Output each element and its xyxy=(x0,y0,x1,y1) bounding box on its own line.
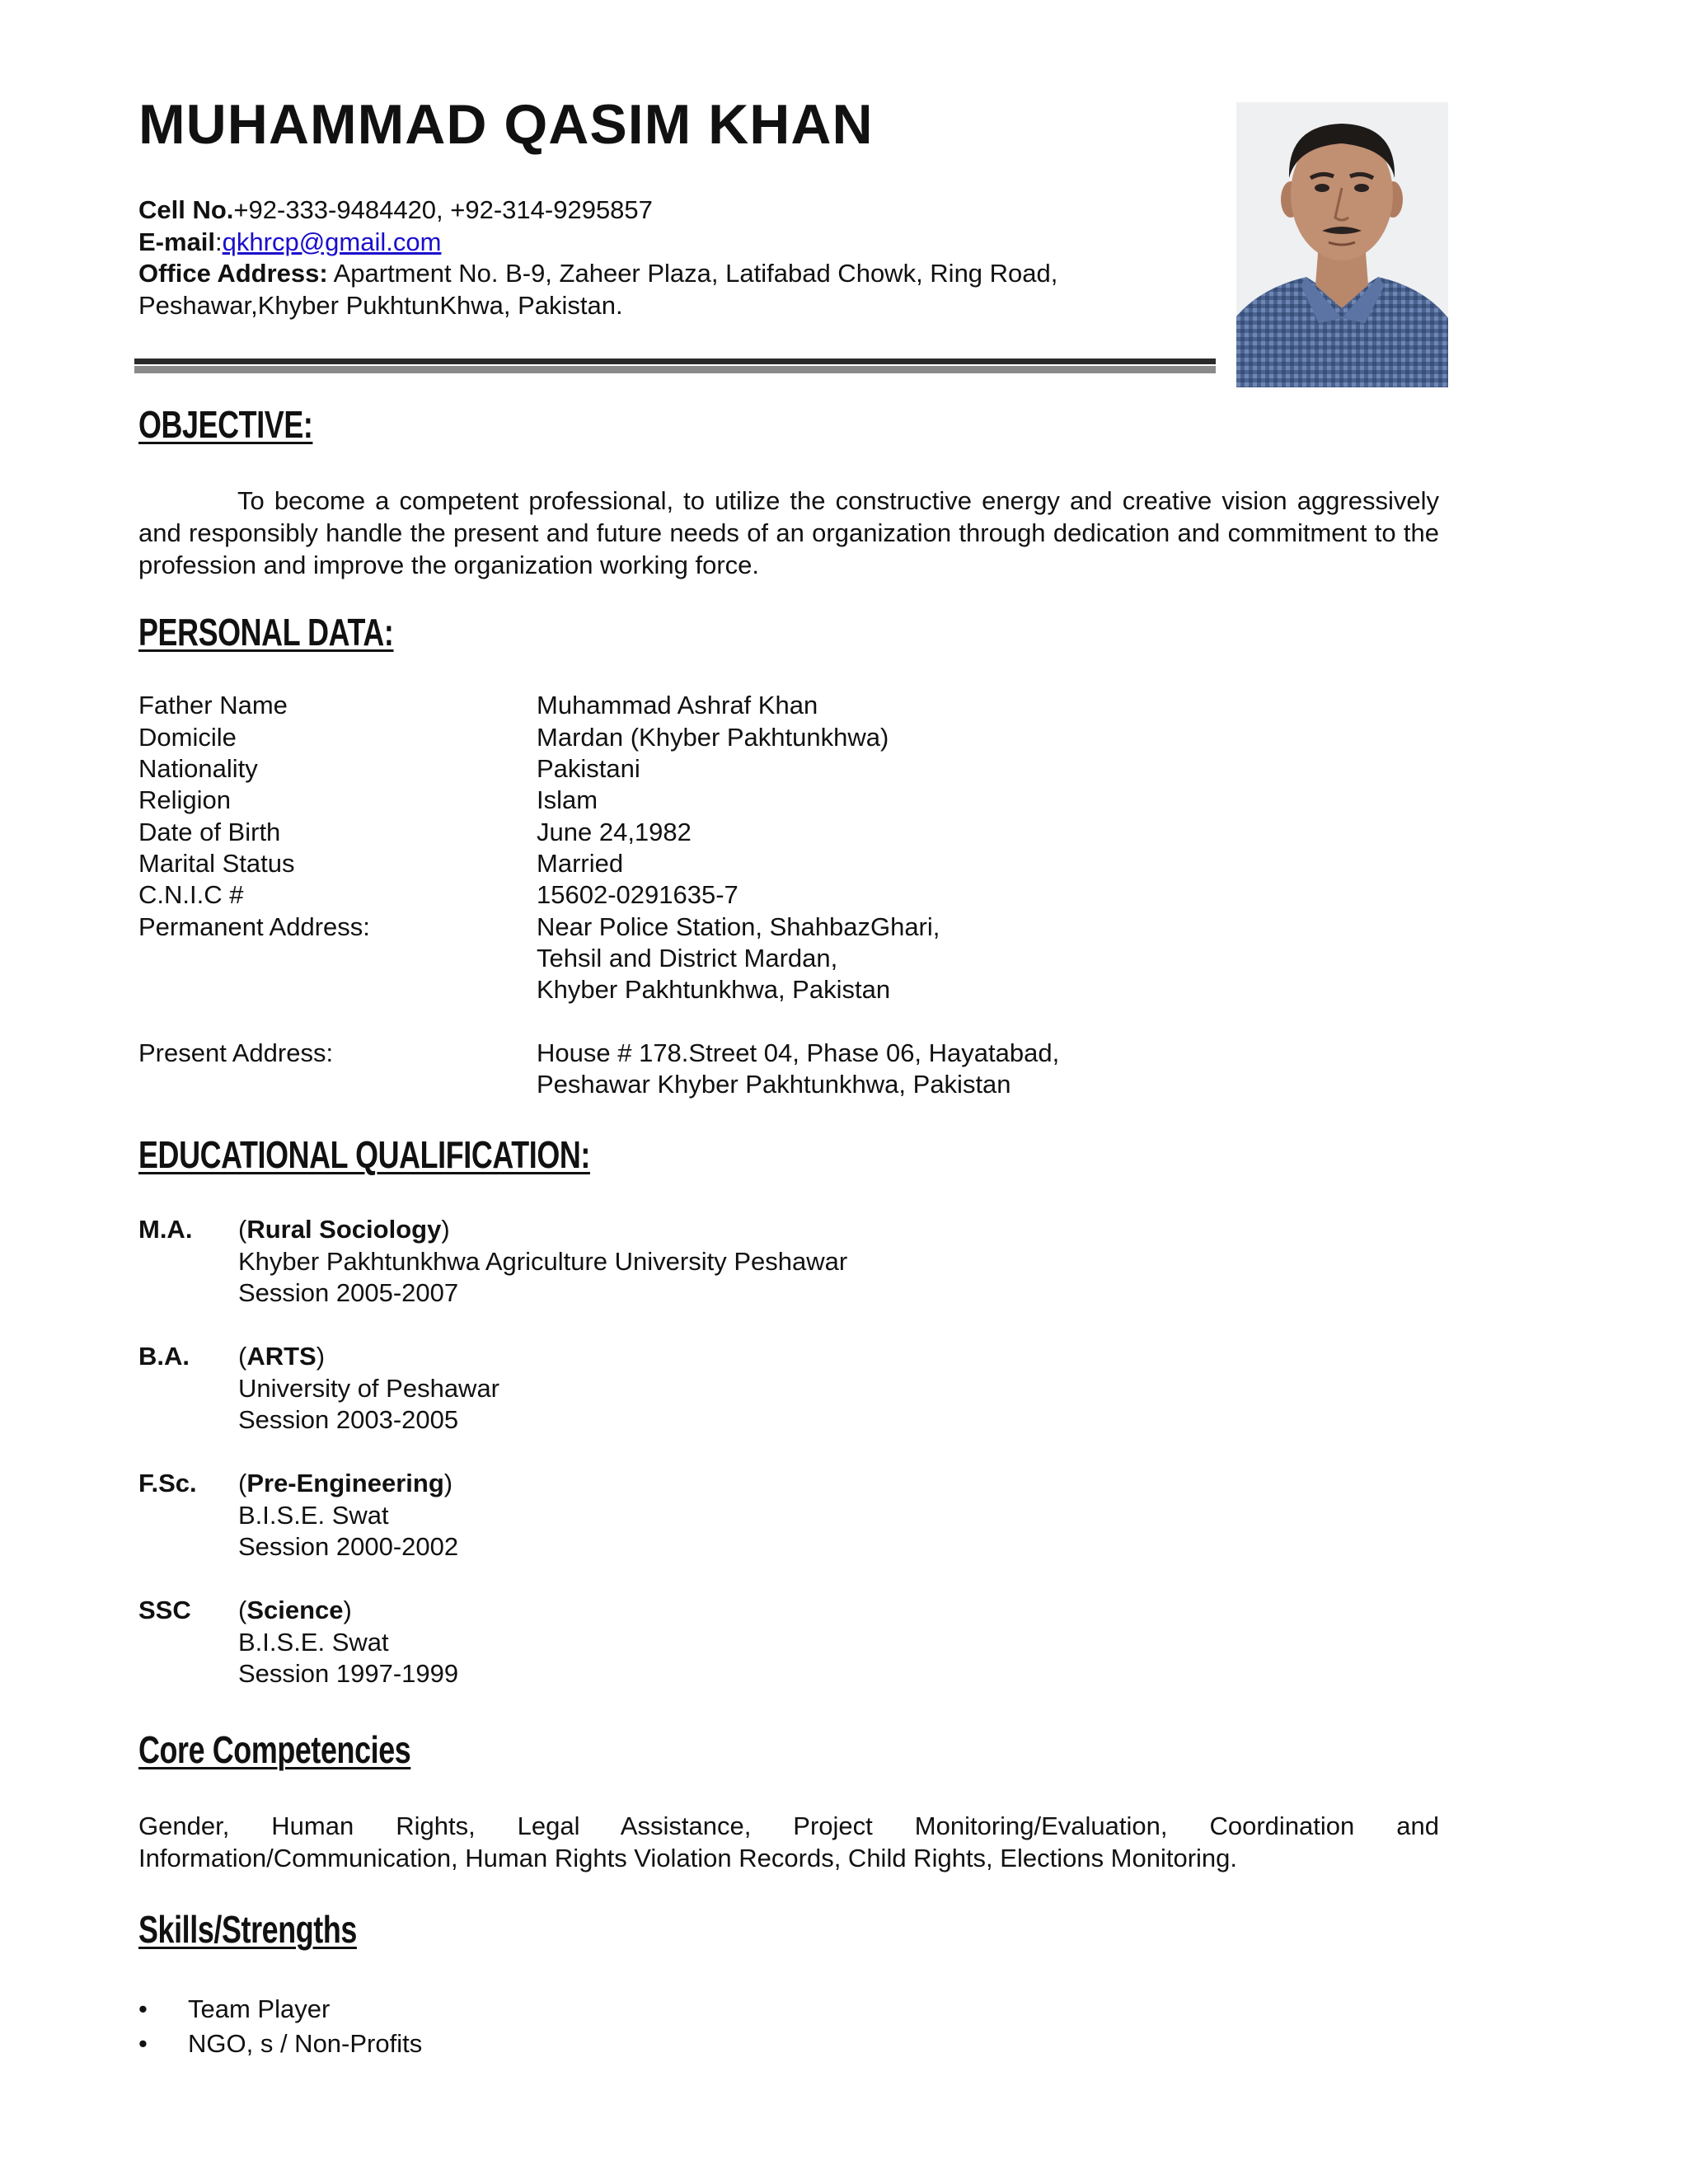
personal-label: Nationality xyxy=(138,754,258,783)
personal-row xyxy=(138,723,889,752)
personal-label: Marital Status xyxy=(138,849,295,878)
skills-heading: Skills/Strengths xyxy=(138,1908,357,1951)
personal-value: Mardan (Khyber Pakhtunkhwa) xyxy=(537,723,889,752)
personal-value: Married xyxy=(537,849,624,878)
degree-institution: Khyber Pakhtunkhwa Agriculture University Peshawar xyxy=(238,1246,848,1276)
permanent-address-label: Permanent Address: xyxy=(138,912,370,941)
competencies-heading: Core Competencies xyxy=(138,1728,411,1771)
personal-value: June 24,1982 xyxy=(537,818,692,846)
skills-list xyxy=(138,1994,422,2064)
profile-photo-portrait xyxy=(1236,102,1448,387)
degree-name: M.A. xyxy=(138,1215,193,1244)
personal-row xyxy=(138,785,598,815)
skill-item xyxy=(138,1994,422,2029)
profile-photo xyxy=(1236,102,1448,387)
degree-institution: B.I.S.E. Swat xyxy=(238,1627,389,1657)
personal-label: Father Name xyxy=(138,691,288,719)
degree-institution: B.I.S.E. Swat xyxy=(238,1500,389,1530)
education-heading: EDUCATIONAL QUALIFICATION: xyxy=(138,1133,590,1176)
cell-line xyxy=(138,194,1152,227)
permanent-address-row xyxy=(138,912,940,1004)
bullet-icon: • xyxy=(138,1994,148,2023)
candidate-name: MUHAMMAD QASIM KHAN xyxy=(138,93,874,156)
personal-label: C.N.I.C # xyxy=(138,880,244,909)
cell-label: Cell No. xyxy=(138,195,234,224)
present-address-label: Present Address: xyxy=(138,1038,334,1067)
skill-item xyxy=(138,2029,422,2064)
email-line xyxy=(138,227,1152,259)
permanent-address-line: Near Police Station, ShahbazGhari, xyxy=(537,912,940,941)
office-label: Office Address: xyxy=(138,259,328,288)
personal-value: Pakistani xyxy=(537,754,640,783)
degree-session: Session 2005-2007 xyxy=(238,1278,459,1307)
degree-name: F.Sc. xyxy=(138,1469,197,1497)
cell-value: +92-333-9484420, +92-314-9295857 xyxy=(233,195,653,224)
personal-value: Islam xyxy=(537,785,598,814)
degree-name: SSC xyxy=(138,1596,191,1624)
personal-row xyxy=(138,880,738,910)
degree-session: Session 2003-2005 xyxy=(238,1405,459,1434)
header-divider xyxy=(134,359,1216,364)
objective-text: To become a competent professional, to utilize the constructive energy and creative vision aggressively and responsibly handle the present and future needs of an organization through dedication and commitment to the profession and improve the organization working force. xyxy=(138,486,1439,579)
skill-label: Team Player xyxy=(188,1994,331,2023)
permanent-address-line: Khyber Pakhtunkhwa, Pakistan xyxy=(537,975,891,1004)
personal-data-heading: PERSONAL DATA: xyxy=(138,611,394,654)
personal-row xyxy=(138,754,640,784)
degree-field: Rural Sociology xyxy=(246,1215,442,1244)
personal-row xyxy=(138,818,692,847)
permanent-address-line: Tehsil and District Mardan, xyxy=(537,944,838,972)
personal-value: 15602-0291635-7 xyxy=(537,880,738,909)
email-separator: : xyxy=(215,227,223,256)
degree-institution: University of Peshawar xyxy=(238,1373,500,1403)
present-address-line: House # 178.Street 04, Phase 06, Hayatabad, xyxy=(537,1038,1060,1067)
office-address-line2: Peshawar,Khyber PukhtunKhwa, Pakistan. xyxy=(138,290,623,320)
header-divider-shadow xyxy=(134,366,1216,373)
personal-row xyxy=(138,849,624,879)
personal-value: Muhammad Ashraf Khan xyxy=(537,691,818,719)
personal-label: Religion xyxy=(138,785,232,814)
contact-block xyxy=(138,194,1152,321)
personal-label: Date of Birth xyxy=(138,818,281,846)
degree-field: ARTS xyxy=(246,1342,316,1371)
competencies-text: Gender, Human Rights, Legal Assistance, Project Monitoring/Evaluation, Coordination and Information/Communication, Human Rights Violation Records, Child Rights, Elections Monitoring. xyxy=(138,1811,1439,1872)
present-address-row xyxy=(138,1038,1060,1099)
degree-session: Session 1997-1999 xyxy=(238,1659,459,1688)
present-address-line: Peshawar Khyber Pakhtunkhwa, Pakistan xyxy=(537,1070,1011,1099)
email-link[interactable]: qkhrcp@gmail.com xyxy=(222,227,442,256)
email-label: E-mail xyxy=(138,227,216,256)
office-address-line1: Apartment No. B-9, Zaheer Plaza, Latifabad Chowk, Ring Road, xyxy=(327,259,1058,288)
office-line xyxy=(138,258,1152,290)
degree-field: Science xyxy=(246,1596,344,1624)
personal-label: Domicile xyxy=(138,723,237,752)
personal-row xyxy=(138,691,818,720)
degree-field: Pre-Engineering xyxy=(246,1469,444,1497)
objective-heading: OBJECTIVE: xyxy=(138,403,313,446)
degree-name: B.A. xyxy=(138,1342,190,1371)
degree-session: Session 2000-2002 xyxy=(238,1532,459,1561)
bullet-icon: • xyxy=(138,2029,148,2058)
skill-label: NGO, s / Non-Profits xyxy=(188,2029,423,2058)
